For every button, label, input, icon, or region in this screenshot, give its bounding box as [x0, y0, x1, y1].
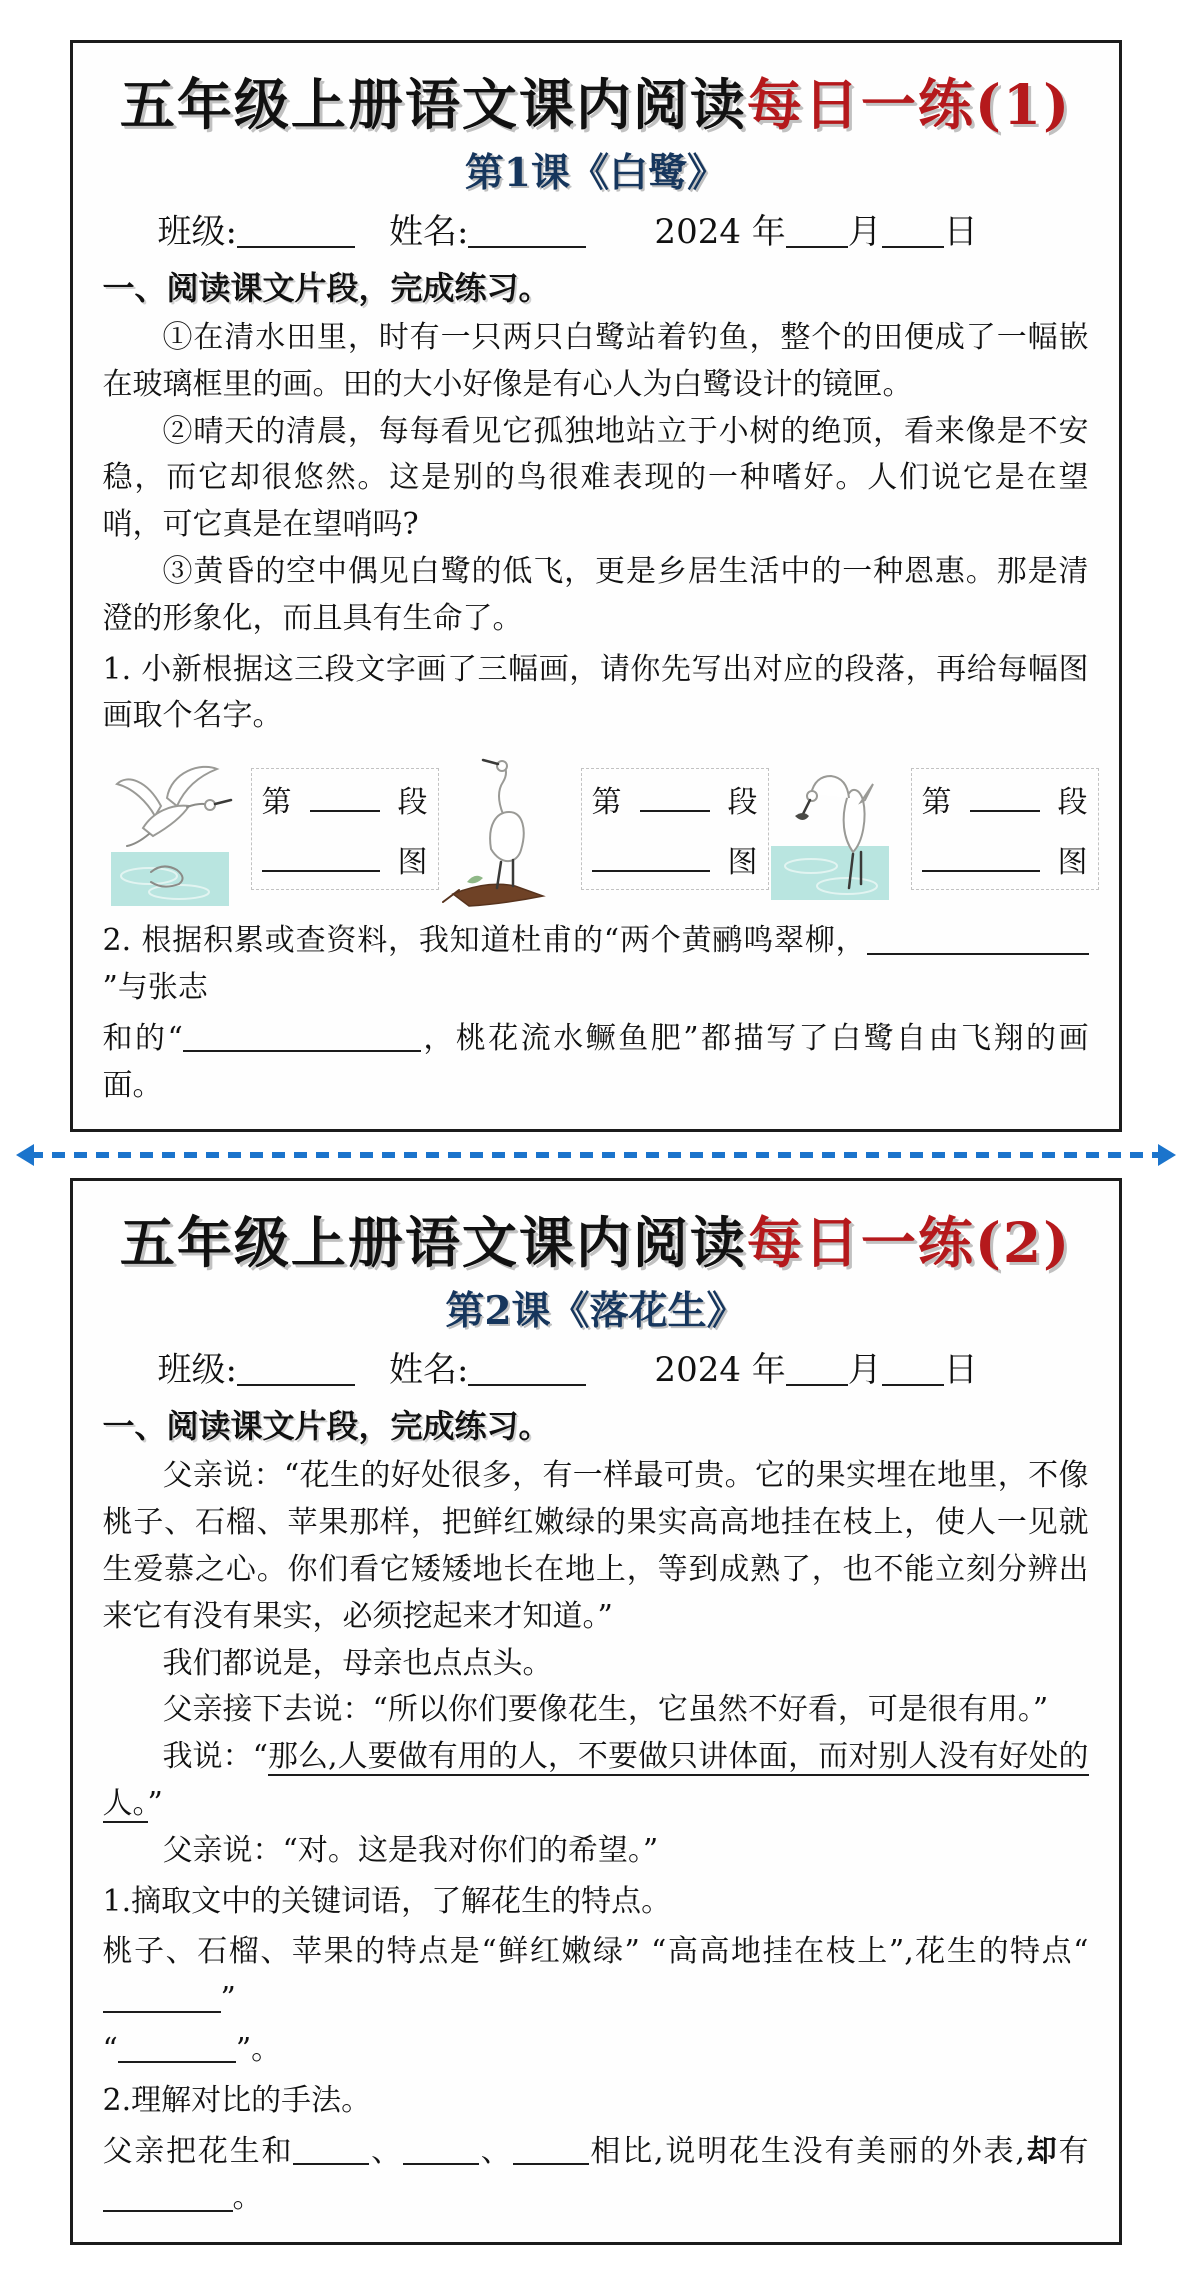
sheet2-section-heading: 一、阅读课文片段，完成练习。 [102, 1407, 551, 1446]
answer-suffix: 段 [397, 785, 428, 821]
text-segment: 有 [1058, 2133, 1089, 2169]
text-segment: ” [147, 1785, 163, 1821]
answer-prefix: 第 [921, 785, 952, 821]
answer-box-2 [581, 768, 769, 890]
sheet2-title-black: 五年级上册语文课内阅读 [119, 1210, 747, 1276]
divider-right-arrow-icon [1158, 1144, 1176, 1166]
fill-in-blank [882, 1350, 944, 1387]
fill-in-blank [867, 922, 1089, 955]
sheet1-paragraph-1: ①在清水田里，时有一只两只白鹭站着钓鱼，整个的田便成了一幅嵌在玻璃框里的画。田的大小好像是有心人为白鹭设计的镜匣。 [102, 320, 1089, 402]
sheet2-paragraph-4-underlined [103, 1734, 1089, 1828]
sheet2-question-1: 1.摘取文中的关键词语，了解花生的特点。 [102, 1883, 672, 1919]
answer-box-1 [251, 768, 439, 890]
answer-prefix: 第 [591, 785, 622, 821]
egret-flying-image [109, 754, 237, 912]
text-segment: 父亲把花生和 [102, 2133, 294, 2169]
picture-label: 图 [1057, 845, 1088, 881]
fill-in-blank [468, 1350, 586, 1387]
answer-suffix: 段 [727, 785, 758, 821]
picture-group-1 [109, 754, 439, 912]
fill-in-blank [293, 2132, 369, 2165]
sheet1-lesson-subtitle: 第1课《白鹭》 [464, 150, 727, 196]
sheet1-title-black: 五年级上册语文课内阅读 [119, 72, 747, 137]
text-segment: 2. 根据积累或查资料，我知道杜甫的“两个黄鹂鸣翠柳， [102, 923, 867, 959]
answer-box-3-paragraph-row [922, 777, 1088, 821]
text-segment: 和的“ [102, 1020, 183, 1056]
egret-standing-image [439, 754, 567, 912]
sheet2-lesson-subtitle: 第2课《落花生》 [445, 1288, 746, 1335]
answer-box-3-title-row [922, 837, 1088, 881]
text-segment: 日 [943, 212, 978, 252]
sheet1-question-2-line-2 [103, 1016, 1089, 1110]
fill-in-blank [103, 2179, 233, 2212]
picture-group-2 [439, 754, 769, 912]
sheet1-question-1: 1. 小新根据这三段文字画了三幅画，请你先写出对应的段落，再给每幅图画取个名字。 [102, 651, 1089, 734]
sheet2-question-1-line-2 [103, 2027, 1089, 2074]
text-segment: ，桃花流水鳜鱼肥”都描写了白鹭自由飞翔的画面。 [102, 1020, 1089, 1103]
fill-in-blank [786, 211, 848, 248]
fill-in-blank [468, 211, 586, 248]
sheet1-title [103, 61, 1089, 140]
worksheet-1 [70, 40, 1122, 1132]
text-segment: ” [220, 1981, 236, 2017]
text-segment: ”。 [235, 2031, 282, 2067]
paragraph-number-blank [970, 780, 1040, 813]
text-segment: 、 [479, 2133, 513, 2169]
fill-in-blank [183, 1020, 421, 1053]
text-segment: 班级: [157, 1350, 237, 1391]
text-segment: 班级: [157, 212, 237, 252]
sheet2-title-red: 每日一练(2) [746, 1210, 1072, 1276]
sheet1-question-2-line-1 [103, 918, 1089, 1012]
fill-in-blank [103, 1980, 221, 2013]
picture-name-blank [262, 840, 380, 873]
text-segment: 2024 年 [586, 212, 786, 252]
sheet1-picture-row [109, 754, 1088, 912]
picture-name-blank [592, 840, 710, 873]
picture-label: 图 [727, 845, 758, 881]
sheet2-class-name-date-line [103, 1342, 1089, 1391]
sheet2-paragraph-1: 父亲说：“花生的好处很多，有一样最可贵。它的果实埋在地里，不像桃子、石榴、苹果那样，把鲜红嫩绿的果实高高地挂在枝上，使人一见就生爱慕之心。你们看它矮矮地长在地上，等到成熟了，也不能立刻分辨出来它有没有果实，必须挖起来才知道。” [102, 1458, 1089, 1634]
sheet2-paragraph-3: 父亲接下去说：“所以你们要像花生，它虽然不好看，可是很有用。” [162, 1692, 1049, 1728]
fill-in-blank [786, 1350, 848, 1387]
egret-catching-fish-image [769, 754, 897, 912]
text-segment: 2024 年 [586, 1350, 786, 1391]
sheet1-title-red: 每日一练(1) [746, 72, 1072, 137]
sheet2-question-2: 2.理解对比的手法。 [102, 2082, 372, 2118]
fill-in-blank [237, 211, 355, 248]
sheet1-paragraph-2: ②晴天的清晨，每每看见它孤独地站立于小树的绝顶，看来像是不安稳，而它却很悠然。这是别的鸟很难表现的一种嗜好。人们说它是在望哨，可它真是在望哨吗? [102, 413, 1089, 543]
picture-group-3 [769, 754, 1099, 912]
bold-text: 却 [1024, 2133, 1059, 2169]
text-segment: 桃子、石榴、苹果的特点是“鲜红嫩绿” “高高地挂在枝上”,花生的特点“ [102, 1934, 1089, 1970]
answer-box-2-title-row [592, 837, 758, 881]
text-segment: 我说：“ [162, 1739, 268, 1775]
sheet1-section-heading: 一、阅读课文片段，完成练习。 [102, 269, 551, 307]
divider-dashed-line [30, 1152, 1162, 1158]
text-segment: 姓名: [354, 1350, 469, 1391]
text-segment: 、 [369, 2133, 403, 2169]
fill-in-blank [237, 1350, 355, 1387]
worksheet-2 [70, 1178, 1122, 2245]
fill-in-blank [513, 2132, 589, 2165]
answer-box-1-paragraph-row [262, 777, 428, 821]
sheet2-paragraph-2: 我们都说是，母亲也点点头。 [162, 1645, 553, 1681]
text-segment: 月 [847, 212, 882, 252]
picture-name-blank [922, 840, 1040, 873]
answer-box-3 [911, 768, 1099, 890]
fill-in-blank [882, 211, 944, 248]
answer-prefix: 第 [261, 785, 292, 821]
fill-in-blank [118, 2031, 236, 2064]
page-cut-divider [16, 1144, 1176, 1166]
text-segment: “ [102, 2031, 118, 2067]
sheet1-class-name-date-line [103, 204, 1089, 253]
sheet2-paragraph-5: 父亲说：“对。这是我对你们的希望。” [162, 1832, 659, 1868]
paragraph-number-blank [310, 780, 380, 813]
sheet2-question-1-line-1 [103, 1929, 1089, 2023]
paragraph-number-blank [640, 780, 710, 813]
fill-in-blank [403, 2132, 479, 2165]
text-segment: 月 [847, 1350, 882, 1391]
sheet2-question-2-line [103, 2129, 1089, 2223]
text-segment: 姓名: [354, 212, 469, 252]
text-segment: 。 [232, 2180, 263, 2216]
picture-label: 图 [397, 845, 428, 881]
answer-suffix: 段 [1057, 785, 1088, 821]
answer-box-1-title-row [262, 837, 428, 881]
text-segment: 日 [943, 1350, 978, 1391]
underlined-text: 那么,人要做有用的人，不要做只讲体面，而对别人没有好处的人。 [102, 1739, 1089, 1821]
text-segment: 相比,说明花生没有美丽的外表, [588, 2133, 1025, 2169]
sheet1-paragraph-3: ③黄昏的空中偶见白鹭的低飞，更是乡居生活中的一种恩惠。那是清澄的形象化，而且具有生命了。 [102, 553, 1089, 636]
sheet2-title [103, 1199, 1089, 1278]
text-segment: ”与张志 [102, 969, 208, 1005]
answer-box-2-paragraph-row [592, 777, 758, 821]
